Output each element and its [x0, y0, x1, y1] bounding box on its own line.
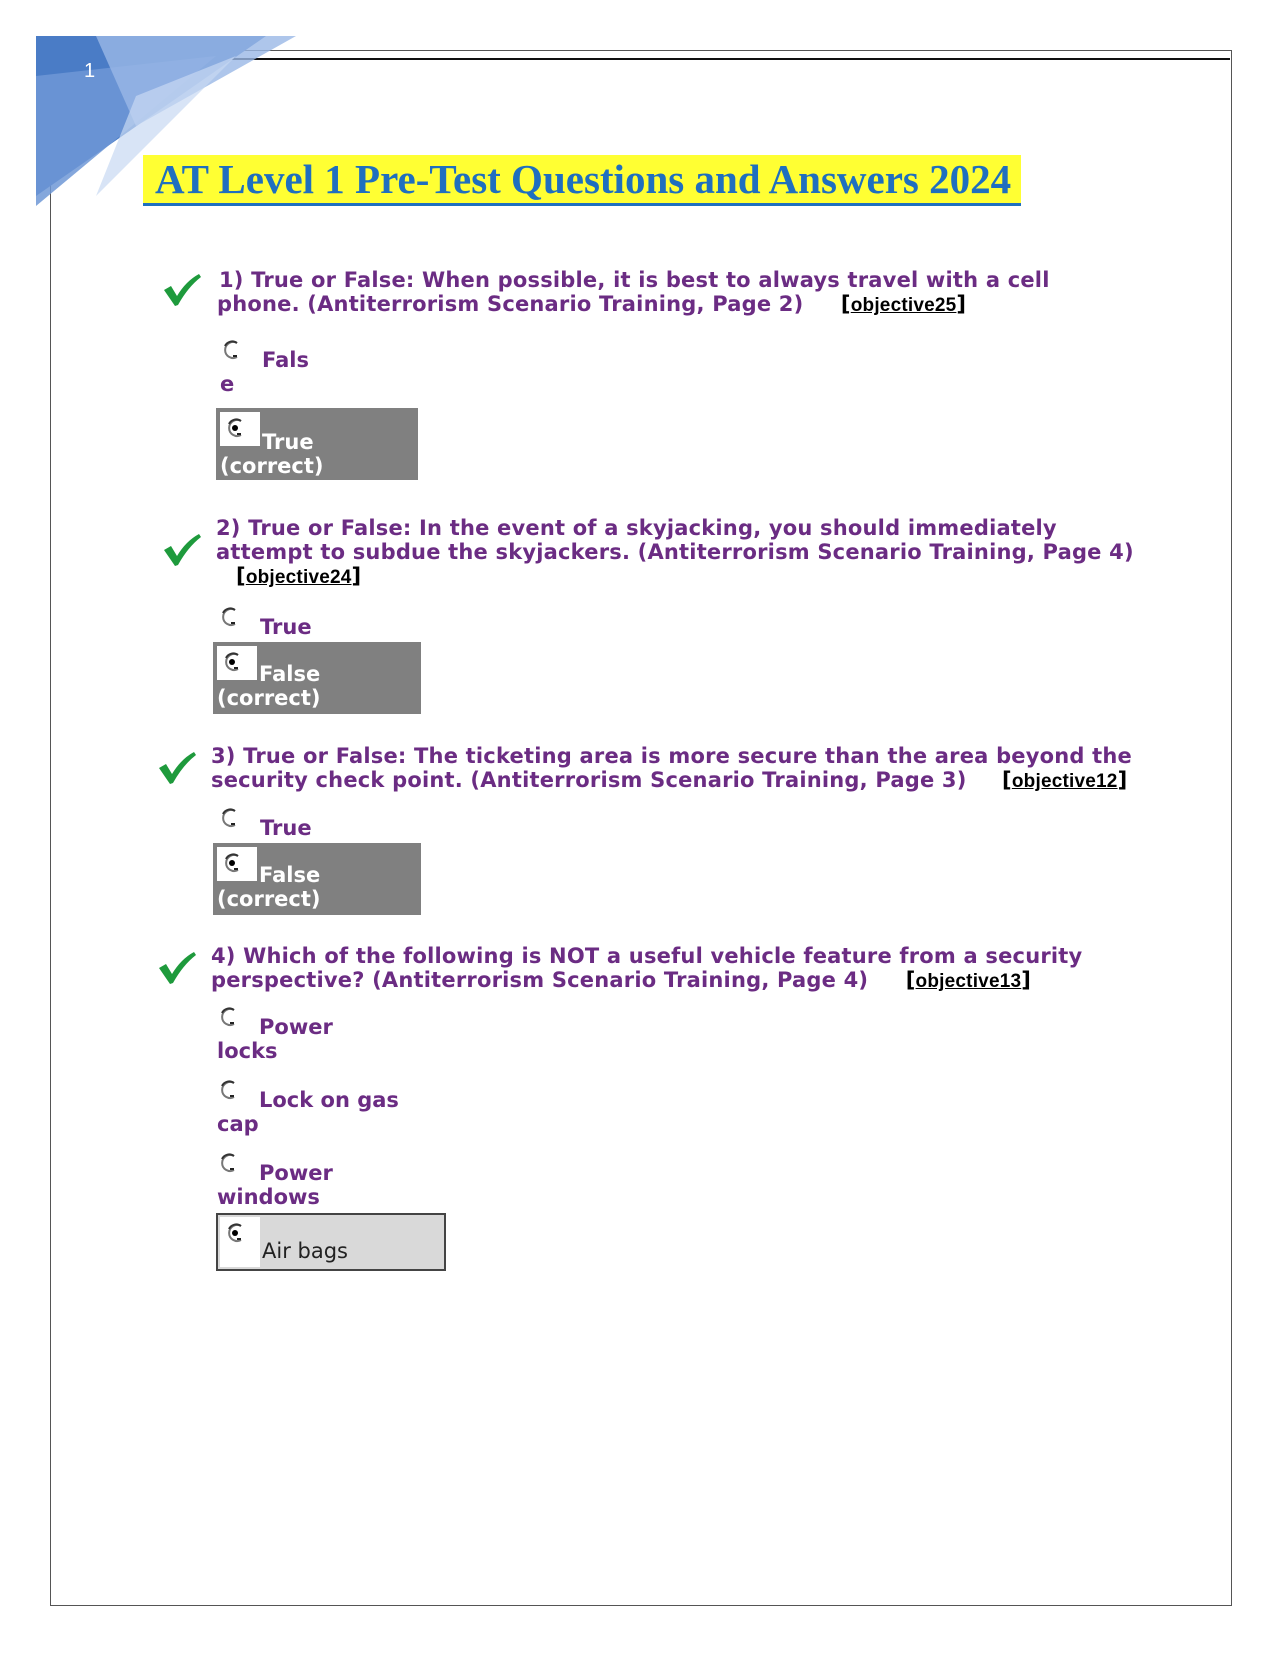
option-radio[interactable]	[217, 1151, 377, 1211]
radio-cell	[220, 1217, 260, 1267]
option-label: Power locks	[217, 1015, 333, 1063]
check-icon	[162, 532, 202, 568]
objective-link[interactable]: objective12	[1011, 771, 1118, 792]
question-text-line1: 2) True or False: In the event of a skyjacking, you should immediately	[216, 516, 1057, 540]
option-radio[interactable]	[220, 338, 340, 398]
option-label: Power windows	[217, 1161, 333, 1209]
check-icon	[157, 750, 197, 786]
correct-answer-box[interactable]	[216, 408, 418, 480]
check-icon	[157, 950, 197, 986]
option-radio[interactable]	[218, 605, 338, 641]
question-text-line2: perspective? (Antiterrorism Scenario Training, Page 4)	[211, 968, 869, 992]
option-radio[interactable]	[218, 806, 338, 842]
check-icon	[162, 272, 202, 308]
selected-answer-label: Air bags	[262, 1239, 348, 1263]
correct-answer-box[interactable]	[213, 642, 421, 714]
correct-answer-box[interactable]	[213, 843, 421, 915]
question-2: 2) True or False: In the event of a skyjacking, you should immediately attempt to subdue the skyjackers. (Antiterrorism Scenario Training, Page 4) [objective24]	[216, 516, 1134, 588]
question-text-line1: 3) True or False: The ticketing area is more secure than the area beyond the	[211, 744, 1132, 768]
question-4: 4) Which of the following is NOT a useful vehicle feature from a security perspective? (Antiterrorism Scenario Training, Page 4) [objective13]	[211, 944, 1083, 992]
radio-unselected-icon	[218, 605, 242, 629]
document-title: AT Level 1 Pre-Test Questions and Answers 2024	[143, 155, 1021, 206]
option-radio[interactable]	[217, 1078, 407, 1138]
correct-answer-label: False (correct)	[217, 863, 321, 911]
objective-link[interactable]: objective13	[915, 971, 1022, 992]
option-label: True	[260, 816, 312, 840]
question-text-line1: 4) Which of the following is NOT a useful vehicle feature from a security	[211, 944, 1083, 968]
question-1: 1) True or False: When possible, it is best to always travel with a cell phone. (Antiterrorism Scenario Training, Page 2) [objective25]	[217, 268, 1050, 316]
option-label: True	[260, 615, 312, 639]
selected-answer-box[interactable]	[216, 1213, 446, 1271]
radio-selected-icon	[224, 1221, 248, 1245]
radio-unselected-icon	[218, 806, 242, 830]
page-number: 1	[84, 60, 96, 82]
objective-link[interactable]: objective24	[245, 567, 352, 588]
question-text-line2: attempt to subdue the skyjackers. (Antiterrorism Scenario Training, Page 4)	[216, 540, 1134, 564]
option-label: Fals e	[220, 348, 309, 396]
objective-link[interactable]: objective25	[850, 295, 957, 316]
question-text-line1: 1) True or False: When possible, it is best to always travel with a cell	[219, 268, 1050, 292]
option-label: Lock on gas cap	[217, 1088, 399, 1136]
correct-answer-label: False (correct)	[217, 662, 321, 710]
question-3: 3) True or False: The ticketing area is more secure than the area beyond the security check point. (Antiterrorism Scenario Training, Page 3) [objective12]	[211, 744, 1132, 792]
question-text-line2: phone. (Antiterrorism Scenario Training, Page 2)	[217, 292, 804, 316]
question-text-line2: security check point. (Antiterrorism Scenario Training, Page 3)	[211, 768, 967, 792]
correct-answer-label: True (correct)	[220, 430, 324, 478]
option-radio[interactable]	[217, 1005, 367, 1065]
